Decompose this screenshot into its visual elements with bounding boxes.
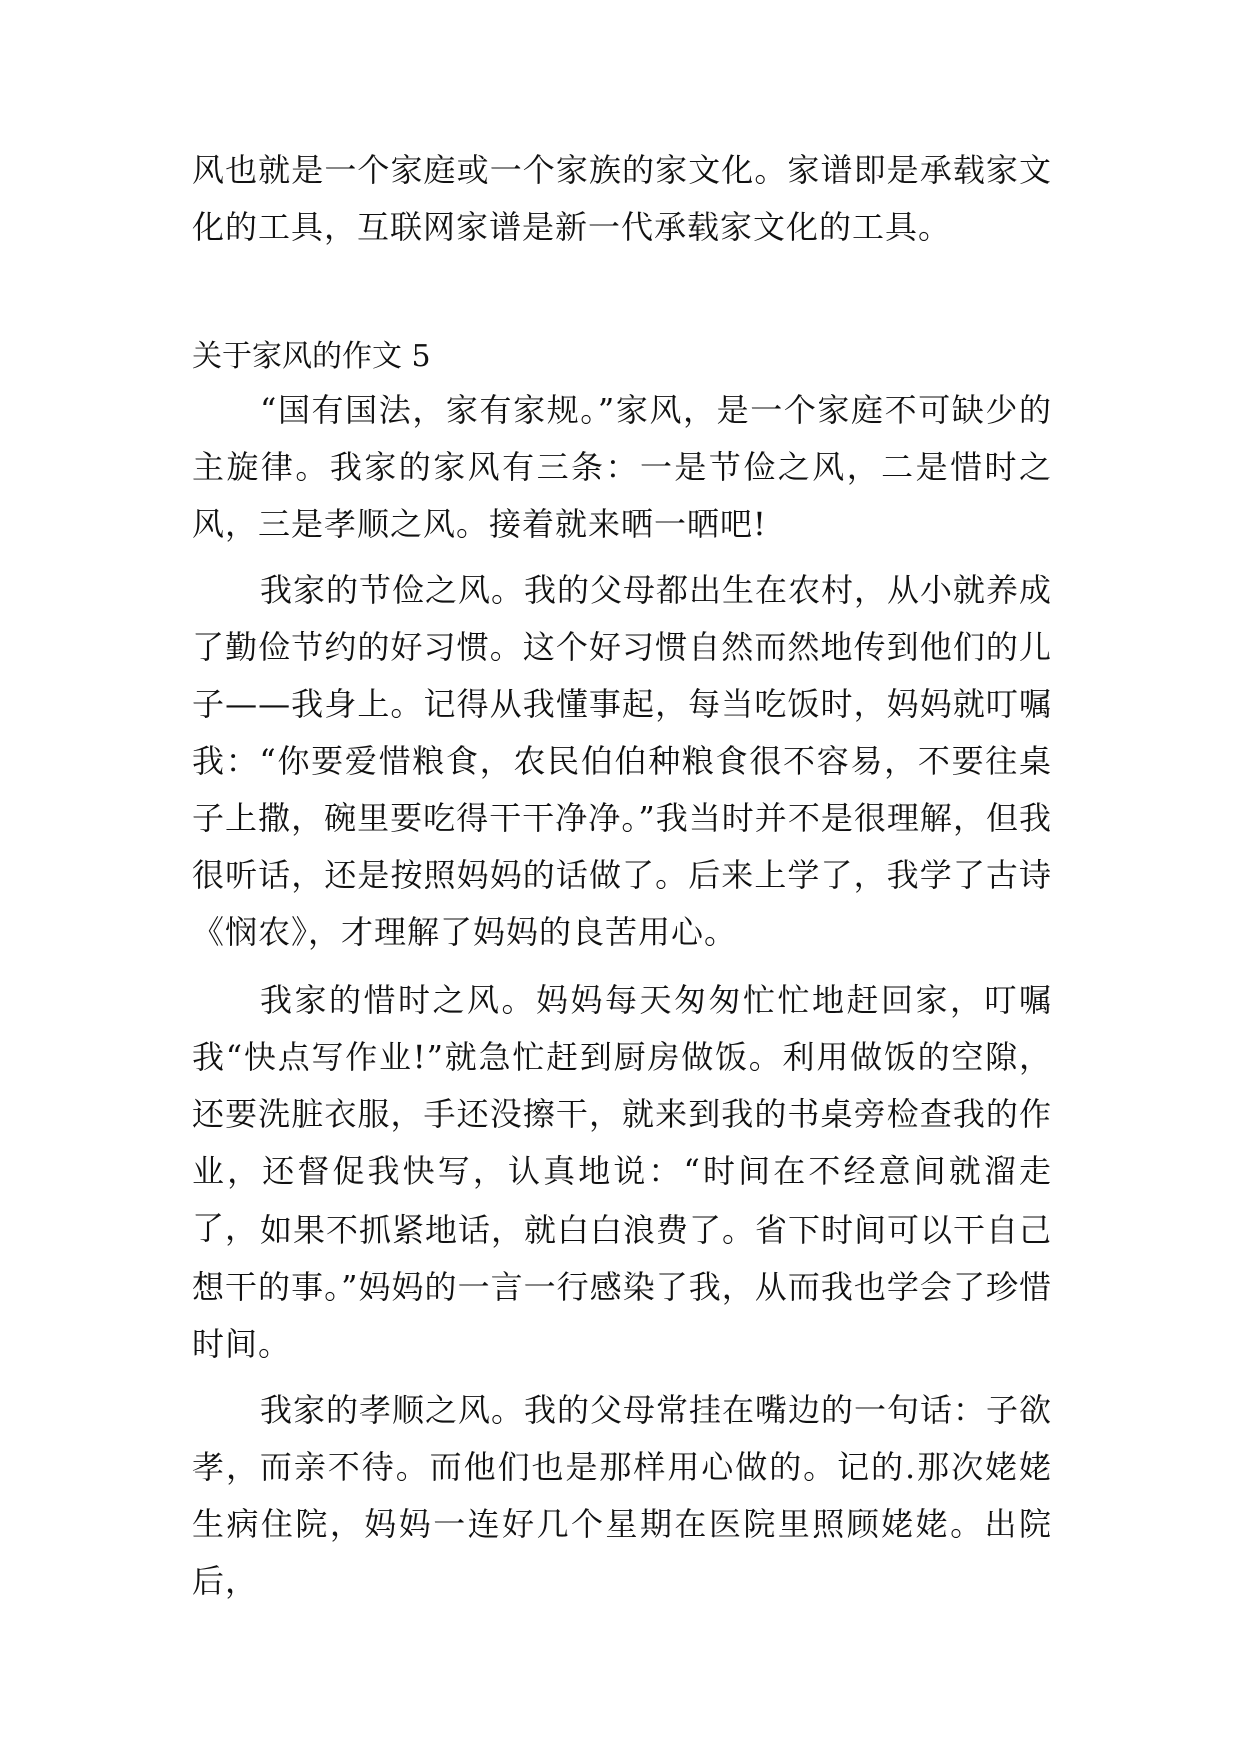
intro-text: 风也就是一个家庭或一个家族的家文化。家谱即是承载家文化的工具，互联网家谱是新一代承载家文化的工具。	[192, 151, 1052, 246]
paragraph-1	[192, 382, 1052, 553]
paragraph-5	[192, 1382, 1052, 1610]
section-heading: 关于家风的作文 5	[192, 339, 431, 374]
paragraph-text: 我家的节俭之风。我的父母都出生在农村，从小就养成了勤俭节约的好习惯。这个好习惯自然而然地传到他们的儿子——我身上。记得从我懂事起，每当吃饭时，妈妈就叮嘱我：“你要爱惜粮食，农民伯伯种粮食很不容易，不要往桌子上撒，碗里要吃得干干净净。”我当时并不是很理解，但我很听话，还是按照妈妈的话做了。后来上学了，我学了古诗《悯农》，才理解了妈妈的良苦用心。	[192, 571, 1053, 951]
paragraph-text: 我家的惜时之风。妈妈每天匆匆忙忙地赶回家，叮嘱我“快点写作业!”就急忙赶到厨房做饭。利用做饭的空隙，还要洗脏衣服，手还没擦干，就来到我的书桌旁检查我的作业，还督促我快写，认真地说：“时间在不经意间就溜走了，	[192, 981, 1052, 1247]
paragraph-4	[192, 1202, 1052, 1373]
paragraph-text: 我家的孝顺之风。我的父母常挂在嘴边的一句话：子欲孝，而亲不待。而他们也是那样用心做的。记的.那次姥姥生病住院，妈妈一连好几个星期在医院里照顾姥姥。出院后，	[192, 1391, 1053, 1600]
paragraph-text: 如果不抓紧地话，就白白浪费了。省下时间可以干自己想干的事。”妈妈的一言一行感染了我，从而我也学会了珍惜时间。	[192, 1211, 1053, 1363]
paragraph-text: “国有国法，家有家规。”家风，是一个家庭不可缺少的主旋律。我家的家风有三条：一是节俭之风，二是惜时之风，三是孝顺之风。接着就来晒一晒吧!	[192, 391, 1052, 543]
intro-paragraph	[192, 142, 1052, 256]
paragraph-2	[192, 562, 1052, 961]
